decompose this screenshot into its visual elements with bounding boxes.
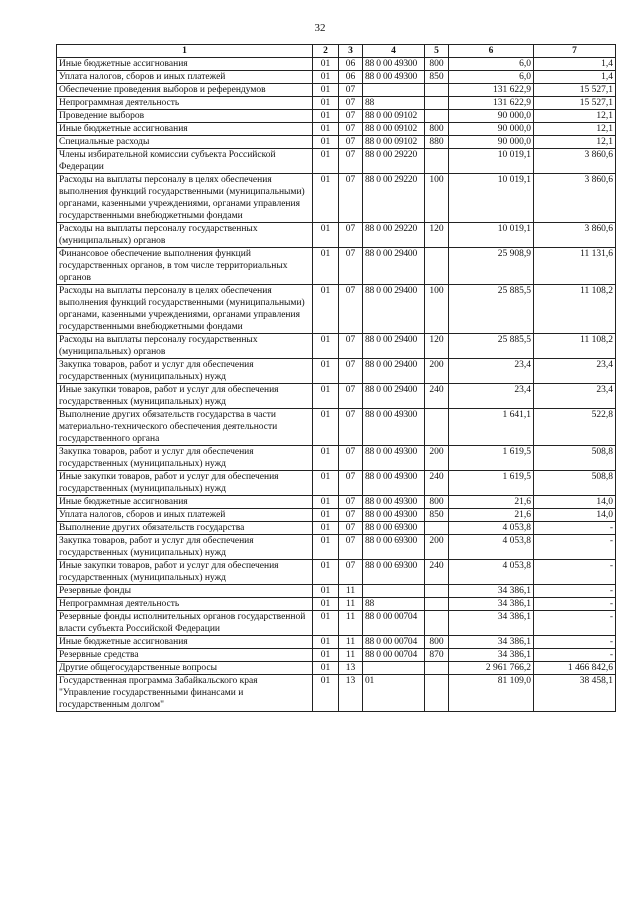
subsection-cell: 07 [339, 535, 363, 560]
target-article-cell: 88 0 00 69300 [363, 522, 425, 535]
expense-type-cell: 100 [425, 285, 449, 334]
row-name-cell: Выполнение других обязательств государства [57, 522, 313, 535]
amount-plan-cell: 131 622,9 [449, 84, 534, 97]
section-cell: 01 [313, 649, 339, 662]
amount-executed-cell: - [534, 649, 616, 662]
expense-type-cell: 200 [425, 446, 449, 471]
target-article-cell: 88 0 00 49300 [363, 446, 425, 471]
expense-type-cell: 120 [425, 223, 449, 248]
row-name-cell: Иные закупки товаров, работ и услуг для обеспечения государственных (муниципальных) нужд [57, 471, 313, 496]
target-article-cell: 88 0 00 29400 [363, 359, 425, 384]
section-cell: 01 [313, 84, 339, 97]
subsection-cell: 07 [339, 97, 363, 110]
subsection-cell: 07 [339, 149, 363, 174]
table-row [57, 334, 616, 359]
expense-type-cell [425, 585, 449, 598]
amount-plan-cell: 4 053,8 [449, 560, 534, 585]
expense-type-cell: 200 [425, 535, 449, 560]
target-article-cell: 88 0 00 29220 [363, 149, 425, 174]
amount-executed-cell: 15 527,1 [534, 84, 616, 97]
section-cell: 01 [313, 384, 339, 409]
subsection-cell: 07 [339, 560, 363, 585]
amount-plan-cell: 4 053,8 [449, 535, 534, 560]
subsection-cell: 07 [339, 409, 363, 446]
expense-type-cell: 800 [425, 123, 449, 136]
table-row [57, 149, 616, 174]
amount-executed-cell: 14,0 [534, 496, 616, 509]
subsection-cell: 07 [339, 136, 363, 149]
section-cell: 01 [313, 636, 339, 649]
table-row [57, 446, 616, 471]
row-name-cell: Иные бюджетные ассигнования [57, 636, 313, 649]
amount-executed-cell: 11 108,2 [534, 285, 616, 334]
amount-plan-cell: 6,0 [449, 71, 534, 84]
amount-plan-cell: 34 386,1 [449, 636, 534, 649]
row-name-cell: Уплата налогов, сборов и иных платежей [57, 71, 313, 84]
section-cell: 01 [313, 136, 339, 149]
column-header: 7 [534, 45, 616, 58]
amount-plan-cell: 1 619,5 [449, 446, 534, 471]
amount-plan-cell: 1 619,5 [449, 471, 534, 496]
expense-type-cell: 870 [425, 649, 449, 662]
column-header: 6 [449, 45, 534, 58]
table-row [57, 359, 616, 384]
expense-type-cell: 240 [425, 560, 449, 585]
section-cell: 01 [313, 446, 339, 471]
amount-plan-cell: 25 885,5 [449, 285, 534, 334]
expense-type-cell: 120 [425, 334, 449, 359]
subsection-cell: 07 [339, 522, 363, 535]
row-name-cell: Резервные средства [57, 649, 313, 662]
row-name-cell: Резервные фонды [57, 585, 313, 598]
section-cell: 01 [313, 509, 339, 522]
section-cell: 01 [313, 662, 339, 675]
amount-plan-cell: 34 386,1 [449, 585, 534, 598]
section-cell: 01 [313, 248, 339, 285]
subsection-cell: 07 [339, 84, 363, 97]
expense-type-cell: 850 [425, 71, 449, 84]
expense-type-cell [425, 248, 449, 285]
table-row [57, 611, 616, 636]
amount-executed-cell: 3 860,6 [534, 223, 616, 248]
amount-plan-cell: 34 386,1 [449, 649, 534, 662]
target-article-cell: 88 0 00 29400 [363, 285, 425, 334]
target-article-cell: 88 0 00 00704 [363, 636, 425, 649]
amount-plan-cell: 10 019,1 [449, 174, 534, 223]
amount-plan-cell: 23,4 [449, 384, 534, 409]
amount-executed-cell: - [534, 585, 616, 598]
expense-type-cell: 240 [425, 471, 449, 496]
row-name-cell: Закупка товаров, работ и услуг для обеспечения государственных (муниципальных) нужд [57, 359, 313, 384]
section-cell: 01 [313, 97, 339, 110]
expense-type-cell: 200 [425, 359, 449, 384]
row-name-cell: Расходы на выплаты персоналу государственных (муниципальных) органов [57, 223, 313, 248]
subsection-cell: 11 [339, 598, 363, 611]
subsection-cell: 07 [339, 334, 363, 359]
target-article-cell: 88 0 00 29400 [363, 384, 425, 409]
target-article-cell: 88 0 00 00704 [363, 611, 425, 636]
target-article-cell: 88 0 00 29220 [363, 174, 425, 223]
amount-executed-cell: - [534, 560, 616, 585]
section-cell: 01 [313, 496, 339, 509]
amount-plan-cell: 21,6 [449, 496, 534, 509]
table-row [57, 384, 616, 409]
row-name-cell: Иные бюджетные ассигнования [57, 496, 313, 509]
section-cell: 01 [313, 359, 339, 384]
amount-plan-cell: 34 386,1 [449, 611, 534, 636]
table-row [57, 598, 616, 611]
amount-executed-cell: 1,4 [534, 58, 616, 71]
section-cell: 01 [313, 285, 339, 334]
subsection-cell: 07 [339, 384, 363, 409]
section-cell: 01 [313, 585, 339, 598]
subsection-cell: 07 [339, 110, 363, 123]
amount-plan-cell: 2 961 766,2 [449, 662, 534, 675]
row-name-cell: Члены избирательной комиссии субъекта Российской Федерации [57, 149, 313, 174]
expense-type-cell [425, 611, 449, 636]
section-cell: 01 [313, 71, 339, 84]
table-row [57, 136, 616, 149]
target-article-cell: 88 0 00 09102 [363, 136, 425, 149]
row-name-cell: Специальные расходы [57, 136, 313, 149]
amount-executed-cell: - [534, 611, 616, 636]
target-article-cell [363, 84, 425, 97]
row-name-cell: Финансовое обеспечение выполнения функций государственных органов, в том числе территориальных органов [57, 248, 313, 285]
amount-executed-cell: 12,1 [534, 110, 616, 123]
table-row [57, 223, 616, 248]
row-name-cell: Закупка товаров, работ и услуг для обеспечения государственных (муниципальных) нужд [57, 535, 313, 560]
target-article-cell: 88 [363, 598, 425, 611]
target-article-cell: 88 0 00 09102 [363, 123, 425, 136]
subsection-cell: 06 [339, 71, 363, 84]
expense-type-cell [425, 598, 449, 611]
amount-executed-cell: - [534, 535, 616, 560]
row-name-cell: Непрограммная деятельность [57, 97, 313, 110]
amount-executed-cell: 23,4 [534, 359, 616, 384]
row-name-cell: Государственная программа Забайкальского края "Управление государственными финансами и государственным долгом" [57, 675, 313, 712]
amount-plan-cell: 90 000,0 [449, 123, 534, 136]
table-row [57, 174, 616, 223]
table-row [57, 110, 616, 123]
section-cell: 01 [313, 58, 339, 71]
expense-type-cell [425, 84, 449, 97]
target-article-cell [363, 662, 425, 675]
target-article-cell: 88 0 00 29400 [363, 248, 425, 285]
row-name-cell: Расходы на выплаты персоналу государственных (муниципальных) органов [57, 334, 313, 359]
column-header: 2 [313, 45, 339, 58]
section-cell: 01 [313, 174, 339, 223]
subsection-cell: 13 [339, 662, 363, 675]
expense-type-cell: 880 [425, 136, 449, 149]
row-name-cell: Расходы на выплаты персоналу в целях обеспечения выполнения функций государственными (муниципальными) органами, казенными учреждениями, органами управления государственными внебюджетными фондами [57, 174, 313, 223]
section-cell: 01 [313, 223, 339, 248]
row-name-cell: Резервные фонды исполнительных органов государственной власти субъекта Российской Федерации [57, 611, 313, 636]
subsection-cell: 07 [339, 509, 363, 522]
expense-type-cell: 800 [425, 58, 449, 71]
amount-executed-cell: 508,8 [534, 471, 616, 496]
amount-executed-cell: 522,8 [534, 409, 616, 446]
amount-plan-cell: 10 019,1 [449, 223, 534, 248]
target-article-cell: 01 [363, 675, 425, 712]
amount-plan-cell: 25 885,5 [449, 334, 534, 359]
target-article-cell: 88 0 00 00704 [363, 649, 425, 662]
section-cell: 01 [313, 123, 339, 136]
table-row [57, 496, 616, 509]
subsection-cell: 13 [339, 675, 363, 712]
expense-type-cell: 800 [425, 496, 449, 509]
subsection-cell: 11 [339, 585, 363, 598]
section-cell: 01 [313, 598, 339, 611]
row-name-cell: Проведение выборов [57, 110, 313, 123]
row-name-cell: Выполнение других обязательств государства в части материально-технического обеспечения деятельности государственного органа [57, 409, 313, 446]
table-row [57, 675, 616, 712]
table-row [57, 285, 616, 334]
subsection-cell: 07 [339, 446, 363, 471]
amount-executed-cell: - [534, 636, 616, 649]
target-article-cell [363, 585, 425, 598]
expense-type-cell [425, 522, 449, 535]
table-row [57, 649, 616, 662]
page-number: 32 [314, 22, 326, 34]
amount-executed-cell: - [534, 598, 616, 611]
amount-plan-cell: 4 053,8 [449, 522, 534, 535]
table-row [57, 560, 616, 585]
table-row [57, 71, 616, 84]
row-name-cell: Иные закупки товаров, работ и услуг для обеспечения государственных (муниципальных) нужд [57, 560, 313, 585]
amount-executed-cell: 14,0 [534, 509, 616, 522]
target-article-cell: 88 0 00 09102 [363, 110, 425, 123]
budget-table [56, 44, 616, 712]
section-cell: 01 [313, 535, 339, 560]
expense-type-cell: 100 [425, 174, 449, 223]
expense-type-cell [425, 97, 449, 110]
target-article-cell: 88 0 00 49300 [363, 509, 425, 522]
row-name-cell: Уплата налогов, сборов и иных платежей [57, 509, 313, 522]
table-row [57, 409, 616, 446]
table-row [57, 248, 616, 285]
target-article-cell: 88 [363, 97, 425, 110]
amount-plan-cell: 131 622,9 [449, 97, 534, 110]
subsection-cell: 07 [339, 123, 363, 136]
section-cell: 01 [313, 409, 339, 446]
amount-executed-cell: 508,8 [534, 446, 616, 471]
row-name-cell: Расходы на выплаты персоналу в целях обеспечения выполнения функций государственными (муниципальными) органами, казенными учреждениями, органами управления государственными внебюджетными фондами [57, 285, 313, 334]
subsection-cell: 06 [339, 58, 363, 71]
row-name-cell: Обеспечение проведения выборов и референдумов [57, 84, 313, 97]
expense-type-cell: 800 [425, 636, 449, 649]
expense-type-cell [425, 662, 449, 675]
row-name-cell: Непрограммная деятельность [57, 598, 313, 611]
target-article-cell: 88 0 00 49300 [363, 471, 425, 496]
amount-plan-cell: 25 908,9 [449, 248, 534, 285]
column-header: 5 [425, 45, 449, 58]
amount-executed-cell: 11 131,6 [534, 248, 616, 285]
amount-plan-cell: 10 019,1 [449, 149, 534, 174]
expense-type-cell [425, 675, 449, 712]
table-row [57, 522, 616, 535]
target-article-cell: 88 0 00 49300 [363, 58, 425, 71]
amount-executed-cell: 12,1 [534, 123, 616, 136]
table-row [57, 97, 616, 110]
table-row [57, 84, 616, 97]
row-name-cell: Другие общегосударственные вопросы [57, 662, 313, 675]
amount-executed-cell: 15 527,1 [534, 97, 616, 110]
subsection-cell: 11 [339, 611, 363, 636]
table-body [57, 58, 616, 712]
amount-plan-cell: 90 000,0 [449, 136, 534, 149]
section-cell: 01 [313, 110, 339, 123]
section-cell: 01 [313, 611, 339, 636]
subsection-cell: 07 [339, 174, 363, 223]
row-name-cell: Закупка товаров, работ и услуг для обеспечения государственных (муниципальных) нужд [57, 446, 313, 471]
amount-executed-cell: - [534, 522, 616, 535]
amount-plan-cell: 6,0 [449, 58, 534, 71]
amount-executed-cell: 1 466 842,6 [534, 662, 616, 675]
column-header: 4 [363, 45, 425, 58]
subsection-cell: 07 [339, 471, 363, 496]
target-article-cell: 88 0 00 69300 [363, 560, 425, 585]
table-row [57, 58, 616, 71]
amount-executed-cell: 1,4 [534, 71, 616, 84]
amount-executed-cell: 11 108,2 [534, 334, 616, 359]
row-name-cell: Иные бюджетные ассигнования [57, 58, 313, 71]
amount-plan-cell: 21,6 [449, 509, 534, 522]
table-row [57, 636, 616, 649]
target-article-cell: 88 0 00 29400 [363, 334, 425, 359]
target-article-cell: 88 0 00 49300 [363, 496, 425, 509]
section-cell: 01 [313, 675, 339, 712]
section-cell: 01 [313, 560, 339, 585]
table-row [57, 662, 616, 675]
amount-executed-cell: 12,1 [534, 136, 616, 149]
table-row [57, 471, 616, 496]
amount-plan-cell: 1 641,1 [449, 409, 534, 446]
expense-type-cell [425, 110, 449, 123]
row-name-cell: Иные бюджетные ассигнования [57, 123, 313, 136]
expense-type-cell [425, 409, 449, 446]
row-name-cell: Иные закупки товаров, работ и услуг для обеспечения государственных (муниципальных) нужд [57, 384, 313, 409]
amount-plan-cell: 23,4 [449, 359, 534, 384]
amount-plan-cell: 34 386,1 [449, 598, 534, 611]
subsection-cell: 07 [339, 248, 363, 285]
expense-type-cell: 850 [425, 509, 449, 522]
subsection-cell: 11 [339, 649, 363, 662]
amount-plan-cell: 81 109,0 [449, 675, 534, 712]
expense-type-cell [425, 149, 449, 174]
table-row [57, 585, 616, 598]
subsection-cell: 11 [339, 636, 363, 649]
section-cell: 01 [313, 149, 339, 174]
column-header: 1 [57, 45, 313, 58]
expense-type-cell: 240 [425, 384, 449, 409]
amount-plan-cell: 90 000,0 [449, 110, 534, 123]
amount-executed-cell: 3 860,6 [534, 149, 616, 174]
target-article-cell: 88 0 00 29220 [363, 223, 425, 248]
subsection-cell: 07 [339, 496, 363, 509]
table-row [57, 535, 616, 560]
target-article-cell: 88 0 00 69300 [363, 535, 425, 560]
section-cell: 01 [313, 334, 339, 359]
section-cell: 01 [313, 471, 339, 496]
header-row [57, 45, 616, 58]
subsection-cell: 07 [339, 359, 363, 384]
section-cell: 01 [313, 522, 339, 535]
column-header: 3 [339, 45, 363, 58]
amount-executed-cell: 23,4 [534, 384, 616, 409]
amount-executed-cell: 38 458,1 [534, 675, 616, 712]
subsection-cell: 07 [339, 285, 363, 334]
target-article-cell: 88 0 00 49300 [363, 71, 425, 84]
amount-executed-cell: 3 860,6 [534, 174, 616, 223]
table-row [57, 509, 616, 522]
table-row [57, 123, 616, 136]
target-article-cell: 88 0 00 49300 [363, 409, 425, 446]
subsection-cell: 07 [339, 223, 363, 248]
